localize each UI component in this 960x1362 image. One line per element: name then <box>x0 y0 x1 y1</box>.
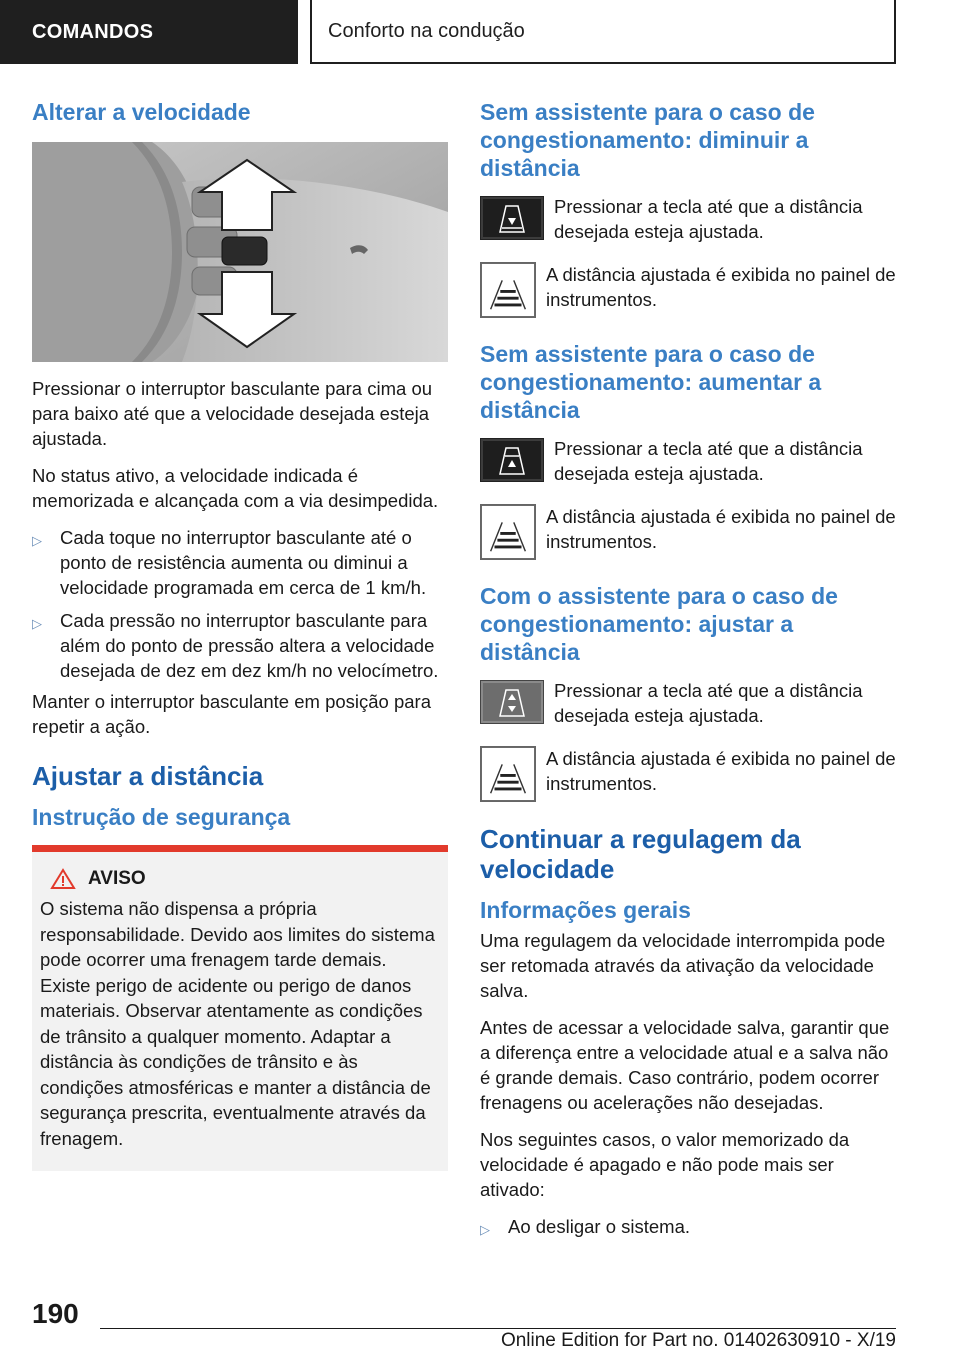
steering-wheel-rocker-switch-illustration <box>32 142 448 362</box>
display-row <box>480 746 896 802</box>
list-item <box>32 608 448 683</box>
page-number: 190 <box>32 1298 79 1329</box>
info-paragraph-1: Uma regulagem da velocidade interrompida pode ser retomada através da ativação da velocidade salva. <box>480 930 886 1001</box>
left-column <box>32 98 448 1171</box>
info-heading: Informações gerais <box>480 897 691 923</box>
warning-triangle-icon <box>50 868 76 890</box>
list-item-text: Ao desligar o sistema. <box>508 1216 691 1237</box>
right-column <box>480 98 896 1250</box>
warning-box <box>32 845 448 1171</box>
chapter-label: Conforto na condução <box>310 0 896 64</box>
footer-divider <box>100 1328 896 1329</box>
warning-title: AVISO <box>88 868 146 889</box>
list-item-text: Cada toque no interruptor basculante até o ponto de resistência aumenta ou diminui a velocidade programada em cerca de 1 km/h. <box>60 527 427 598</box>
distance-adjust-button-icon <box>480 680 544 724</box>
warning-text: O sistema não dispensa a própria responsabilidade. Devido aos limites do sistema pode ocorrer uma frenagem tarde demais. Existe perigo de acidente ou perigo de danos materiais. Observar atentamente as condições de trânsito a qualquer momento. Adaptar a distância às condições de trânsito e às condições atmosféricas e manter a distância de segurança prescrita, eventualmente através da frenagem. <box>40 898 435 1149</box>
speed-heading: Alterar a velocidade <box>32 99 251 125</box>
speed-paragraph-1: Pressionar o interruptor basculante para cima ou para baixo até que a velocidade desejada esteja ajustada. <box>32 378 433 449</box>
section-label: COMANDOS <box>0 0 298 64</box>
display-text: A distância ajustada é exibida no painel de instrumentos. <box>546 506 896 552</box>
distance-display-icon <box>480 746 536 802</box>
distance-display-icon <box>480 262 536 318</box>
display-row <box>480 504 896 560</box>
section-heading-decrease: Sem assistente para o caso de congestionamento: diminuir a distância <box>480 99 815 181</box>
safety-heading: Instrução de segurança <box>32 804 291 830</box>
triangle-bullet-icon: ▷ <box>32 533 42 548</box>
info-paragraph-3: Nos seguintes casos, o valor memorizado da velocidade é apagado e não pode mais ser ativado: <box>480 1129 850 1200</box>
distance-decrease-button-icon <box>480 196 544 240</box>
press-text: Pressionar a tecla até que a distância desejada esteja ajustada. <box>554 680 863 726</box>
continue-heading: Continuar a regulagem da velocidade <box>480 824 801 884</box>
triangle-bullet-icon: ▷ <box>32 616 42 631</box>
triangle-bullet-icon: ▷ <box>480 1222 490 1237</box>
list-item <box>32 525 448 600</box>
section-heading-increase: Sem assistente para o caso de congestionamento: aumentar a distância <box>480 341 822 423</box>
distance-heading: Ajustar a distância <box>32 761 264 791</box>
info-paragraph-2: Antes de acessar a velocidade salva, garantir que a diferença entre a velocidade atual e a salva não é grande demais. Caso contrário, podem ocorrer frenagens ou acelerações não desejadas. <box>480 1017 890 1113</box>
display-row <box>480 262 896 318</box>
display-text: A distância ajustada é exibida no painel de instrumentos. <box>546 748 896 794</box>
press-text: Pressionar a tecla até que a distância desejada esteja ajustada. <box>554 196 863 242</box>
press-button-row <box>480 678 896 728</box>
press-button-row <box>480 436 896 486</box>
press-text: Pressionar a tecla até que a distância desejada esteja ajustada. <box>554 438 863 484</box>
speed-paragraph-2: No status ativo, a velocidade indicada é memorizada e alcançada com a via desimpedida. <box>32 465 439 511</box>
speed-paragraph-3: Manter o interruptor basculante em posição para repetir a ação. <box>32 691 431 737</box>
list-item <box>480 1214 896 1242</box>
warning-title-row <box>50 868 438 890</box>
page-header <box>0 0 960 66</box>
press-button-row <box>480 194 896 244</box>
section-heading-adjust: Com o assistente para o caso de congestionamento: ajustar a distância <box>480 583 838 665</box>
distance-display-icon <box>480 504 536 560</box>
edition-footer: Online Edition for Part no. 01402630910 - X/19 <box>500 1330 896 1351</box>
display-text: A distância ajustada é exibida no painel de instrumentos. <box>546 264 896 310</box>
list-item-text: Cada pressão no interruptor basculante para além do ponto de pressão altera a velocidade desejada de dez em dez km/h no velocímetro. <box>60 610 439 681</box>
distance-increase-button-icon <box>480 438 544 482</box>
